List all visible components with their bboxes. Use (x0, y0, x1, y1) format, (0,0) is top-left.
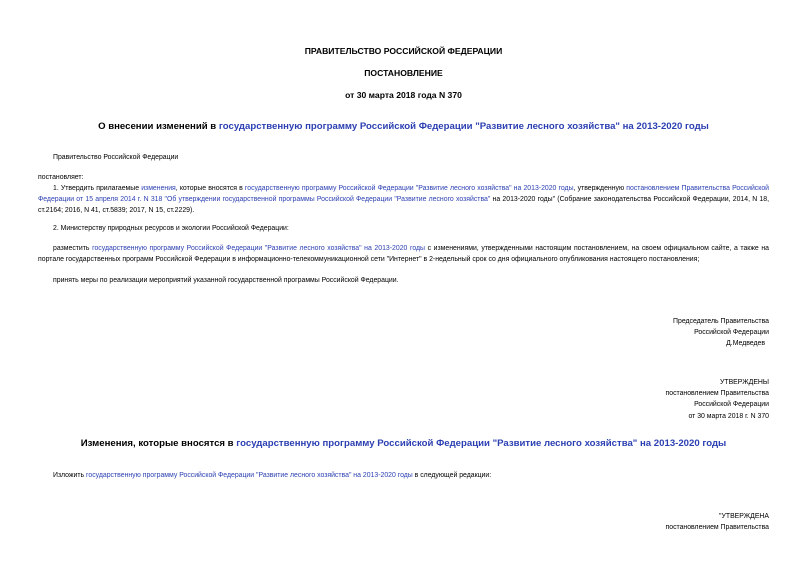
resolution-318-link[interactable]: постановлением Правительства Российской Федерации от 15 апреля 2014 г. N 318 "Об утверждении государственной программы Российской Федерации "Развитие лесного хозяйства" (38, 185, 770, 204)
item-1-text-3: , утвержденную (573, 185, 627, 192)
item-2a-text-2: с изменениями, утвержденными настоящим постановлением, на своем официальном сайте, а также на портале государственных программ Российской Федерации в информационно-телекоммуникационной сети "Интернет" в 2-недельный срок со дня официального опубликования настоящего постановления; (38, 245, 769, 264)
item-2b-line: принять меры по реализации мероприятий указанной государственной программы Российской Федерации. (53, 277, 399, 284)
changes-title-prefix: Изменения, которые вносятся в (80, 438, 237, 449)
changes-body-program-link[interactable]: государственную программу Российской Федерации "Развитие лесного хозяйства" на 2013-2020 годы (86, 472, 413, 479)
item-2-line: 2. Министерству природных ресурсов и экологии Российской Федерации: (53, 225, 289, 232)
item-1-paragraph (38, 183, 769, 217)
signature-block (673, 316, 769, 350)
item-1-text-4: на 2013-2020 годы" (Собрание законодательства Российской Федерации, 2014, N 18, ст.2164; 2016, N 41, ст.5839; 2017, N 15, ст.2229). (38, 196, 769, 215)
resolves-line: постановляет: (38, 174, 84, 181)
item-2a-program-link[interactable]: государственную программу Российской Федерации "Развитие лесного хозяйства" на 2013-2020 годы (92, 245, 425, 252)
changes-title-program-link[interactable]: государственную программу Российской Федерации "Развитие лесного хозяйства" на 2013-2020 годы (236, 438, 727, 449)
header-org: ПРАВИТЕЛЬСТВО РОССИЙСКОЙ ФЕДЕРАЦИИ (304, 46, 503, 56)
approved-block (666, 377, 770, 422)
changes-link[interactable]: изменения (141, 185, 176, 192)
item-1-text-1: 1. Утвердить прилагаемые (53, 185, 142, 192)
approved-2-line-1: "УТВЕРЖДЕНА (719, 513, 769, 520)
signature-line-2: Российской Федерации (694, 329, 769, 337)
document-title-prefix: О внесении изменений в (98, 121, 219, 132)
item-1-text-2: , которые вносятся в (175, 185, 245, 192)
header-date-number: от 30 марта 2018 года N 370 (345, 90, 462, 100)
changes-title (20, 438, 787, 450)
document-title (20, 121, 787, 133)
approved-line-3: Российской Федерации (694, 401, 769, 409)
signature-line-1: Председатель Правительства (673, 318, 769, 325)
approved-line-1: УТВЕРЖДЕНЫ (720, 379, 769, 386)
signature-name: Д.Медведев (726, 340, 765, 348)
approved-2-line-2: постановлением Правительства (665, 524, 769, 532)
item-2a-paragraph (38, 243, 769, 265)
item-1-program-link[interactable]: государственную программу Российской Федерации "Развитие лесного хозяйства" на 2013-2020 годы (244, 185, 574, 192)
header-doc-type: ПОСТАНОВЛЕНИЕ (364, 68, 443, 78)
approved-line-2: постановлением Правительства (665, 390, 769, 398)
changes-body-line (38, 470, 769, 481)
item-2a-text-1: разместить (53, 245, 93, 252)
approved-line-4: от 30 марта 2018 г. N 370 (688, 412, 769, 420)
title-program-link[interactable]: государственную программу Российской Федерации "Развитие лесного хозяйства" на 2013-2020 годы (218, 121, 709, 132)
changes-body-text-2: в следующей редакции: (412, 472, 492, 479)
approved-2-block (666, 511, 770, 533)
gov-line: Правительство Российской Федерации (53, 154, 179, 161)
changes-body-text-1: Изложить (53, 472, 87, 479)
